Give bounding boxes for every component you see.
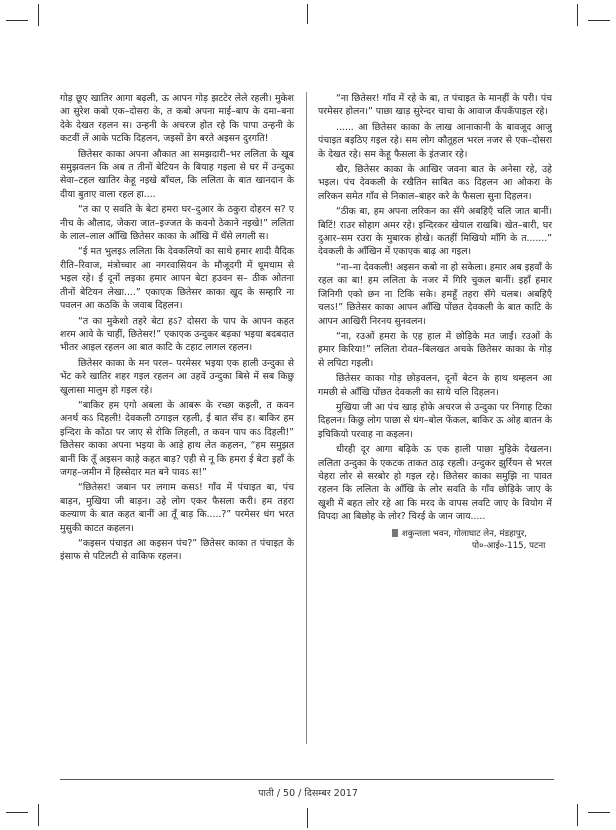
crop-mark (38, 804, 39, 826)
crop-mark (307, 808, 308, 828)
paragraph: “ई मत भुलइऽ ललिता कि देवकलियों का साथे हमार शादी वैदिक रीति–रिवाज, मंत्रोच्चार आ नगरवासियन के मौजूदगी में धूमधाम से भइल रहे। ई दूनों लइका हमार आपन बेटा हउवन स– ठीक ओतना तीनों बेटियन लेखा....” एकाएक छितेसर काका खुद के सम्हारि ना पवलन आ कठकि के जवाब दिहलन। (60, 246, 294, 312)
paragraph: मुखिया जी आ पंच खाड़ होके अचरज से उन्दुका पर निगाह टिका दिहलन। किछु लोग पाछा से धंग–बोल फेंकल, बाकिर ऊ ओह बातन के इचिकियो परवाह ना कइलन। (318, 401, 552, 440)
paragraph: “ना छितेसर! गाँव में रहे के बा, त पंचाइत के मानहीं के परी। पंच परमेसर होलन।” पाछा खाड़ सुरेन्दर चाचा के आवाज कँपकँपाइल रहे। (318, 93, 552, 118)
paragraph: खैर, छितेसर काका के आखिर जवना बात के अनेसा रहे, उहे भइल। पंच देवकली के रखैतिन साबित कऽ दिहलन आ ओकरा के लरिकन समेत गाँव से निकाल–बाहर करे के फैसला सुना दिहलन। (318, 164, 552, 202)
paragraph: “छितेसर! जबान पर लगाम कसऽ! गाँव में पंचाइत बा, पंच बाड़न, मुखिया जी बाड़न। उहे लोग एकर फैसला करी। हम तहरा कल्याण के बात कहत बानीं आ तूँ बाड़ कि.....?” परमेसर धंग भरत मुसुकी काटत कहलन। (60, 482, 294, 534)
author-address (318, 528, 552, 553)
paragraph: छितेसर काका के मन परल– परमेसर भइया एक हाली उन्दुका से भेंट करे खातिर शहर गइल रहलन आ उहवें उन्दुका बिसे में सब किछु खुलासा मालुम हो गइल रहे। (60, 357, 294, 396)
author-address-line: पो०-आई०-115, पटना (472, 541, 546, 551)
paragraph: “कइसन पंचाइत आ कइसन पंच?” छितेसर काका त पंचाइत के इंसाफ से पटिलटी से वाकिफ रहलन। (60, 538, 294, 563)
crop-mark (307, 4, 308, 24)
column-divider (306, 92, 307, 744)
right-column (318, 92, 552, 552)
article-page (60, 92, 554, 782)
paragraph: गोड़ छूए खातिर आगा बढ़ली, ऊ आपन गोड़ झटटेर लेले रहली। मुकेश आ सुरेश कबो एक–दोसरा के, त कबो अपना माई–बाप के दमा–बना देके देखत रहलन स। उन्हनी के अचरज होत रहे कि पापा उन्हनी के कटवीं लें आके पटकि दिहलन, जइसों डेग बरते अइसन दुरगति! (60, 93, 294, 145)
crop-mark (6, 20, 28, 21)
paragraph: “बाकिर हम एगो अबला के आबरू के रच्छा कइली, त कवन अनर्थ कऽ दिहली! देवकली ठगाइल रहली, ई बात सँच ह। बाकिर हम इन्दिरा के कोंठा पर जाए से रोकि लिहली, त कवन पाप कऽ दिहली!” छितेसर काका अपना भइया के आड़े हाथ लेत कहलन, “हम समुझत बानीं कि तूँ अइसन काहे कहत बाड़? एही से नू कि हमरा ई बेटा इहाँ के जगह–जमीन में हिस्सेदार मत बने पावऽ स!” (60, 399, 294, 478)
crop-mark (38, 4, 39, 26)
crop-mark (588, 812, 610, 813)
paragraph: “ना–ना देवकली! अइसन कबो ना हो सकेला। हमार अब इहवाँ के रहल का बा! हम ललिता के नजर में गिरि चुकल बानीं। इहाँ हमार जिनिगी एको छन ना टिकि सके। हमहूँ तहरा सँगे चलब। अबहिएँ चलऽ!” छितेसर काका आपन आँखि पोंछत देवकली के बात काटि के आपन आखिरी निरनय सुनवलन। (318, 261, 552, 327)
paragraph: “त का ए सवति के बेटा हमरा घर–दुआर के ठकुरा दोहरन स? ए नीच के औलाद, जेकरा जात–इज्जत के कवनो ठेकाने नइखे!” ललिता के लाल–लाल आँखि छितेसर काका के आँखि में धँसे लगली स। (60, 204, 294, 243)
paragraph: “ठीक बा, हम अपना लरिकन का सँगे अबहिएँ चलि जात बानीं। बिटिं! राउर सोहाग अमर रहे। इन्दिरकर खेयाल राखबि। खेत–बारी, घर दुआर–सम रउरा के मुबारक होखे। कतहीं मिखियो माँगि के त.......” देवकली के आँखिन में एकाएक बाढ़ आ गइल। (318, 206, 552, 258)
paragraph: “ना, रउओं हमरा के एह हाल में छोड़िके मत जाईं। रउओं के हमार किरिया!” ललिता रोवत–बिलखत अचके छितेसर काका के गोड़ से लपिटा गइली। (318, 330, 552, 369)
paragraph: “त का मुकेशो तहरे बेटा हऽ? दोसरा के पाप के आपन कहत शरम आवे के चाहीं, छितेसर!” एकाएक उन्दुकर बड़का भइया बदबदात भीतर आइल रहलन आ बात काटि के टहाट लागल रहलन। (60, 315, 294, 354)
paragraph: छितेसर काका गोड़ छोड़वलन, दूनों बेटन के हाथ थम्हलन आ गमछी से आँखि पोंछत देवकली का साथे चलि दिहलन। (318, 373, 552, 398)
paragraph: ...... आ छितेसर काका के लाख आनाकानी के बावजूद आजु पंचाइत बइठिए गइल रहे। सम लोग कौतूहल भरल नजर से एक–दोसरा के देखत रहे। सम केहू फैसला के इंतजार रहे। (318, 121, 552, 160)
left-column (60, 92, 294, 566)
footer-rule (60, 779, 554, 780)
paragraph: धीरही दूर आगा बढ़िके ऊ एक हाली पाछा मुड़िके देखलन। ललिता उन्दुका के एकटक ताकत ठाढ़ रहली। उन्दुकर झुर्रियन से भरल चेहरा लोर से सरबोर हो गइल रहे। छितेसर काका समुझि ना पावत रहलन कि ललिता के आँखि के लोर सवति के गाँव छोड़िके जाए के खुशी में बहत लोर रहे आ कि मरद के वापस लवटि जाए के वियोग में विपदा आ बिछोह के लोर? चिरई के जान जाय..... (318, 444, 552, 523)
paragraph: छितेसर काका अपना औकात आ समझदारी–भर ललिता के खूब समुझवलन कि अब त तीनों बेटियन के बियाह गइला से घर में उन्दुका सेवा–टहल खातिर केहू नइखे बाँचल, कि ललिता के बात खानदान के दीया बुताए वाला रहल हा.... (60, 148, 294, 200)
crop-mark (577, 4, 578, 26)
page-footer: पाती / 50 / दिसम्बर 2017 (258, 788, 358, 799)
author-name-line: शकुन्तला भवन, गोलाघाट लेन, मंडहापुर, (402, 528, 528, 539)
square-bullet-icon (392, 529, 398, 537)
crop-mark (6, 812, 28, 813)
crop-mark (588, 20, 610, 21)
crop-mark (577, 804, 578, 826)
